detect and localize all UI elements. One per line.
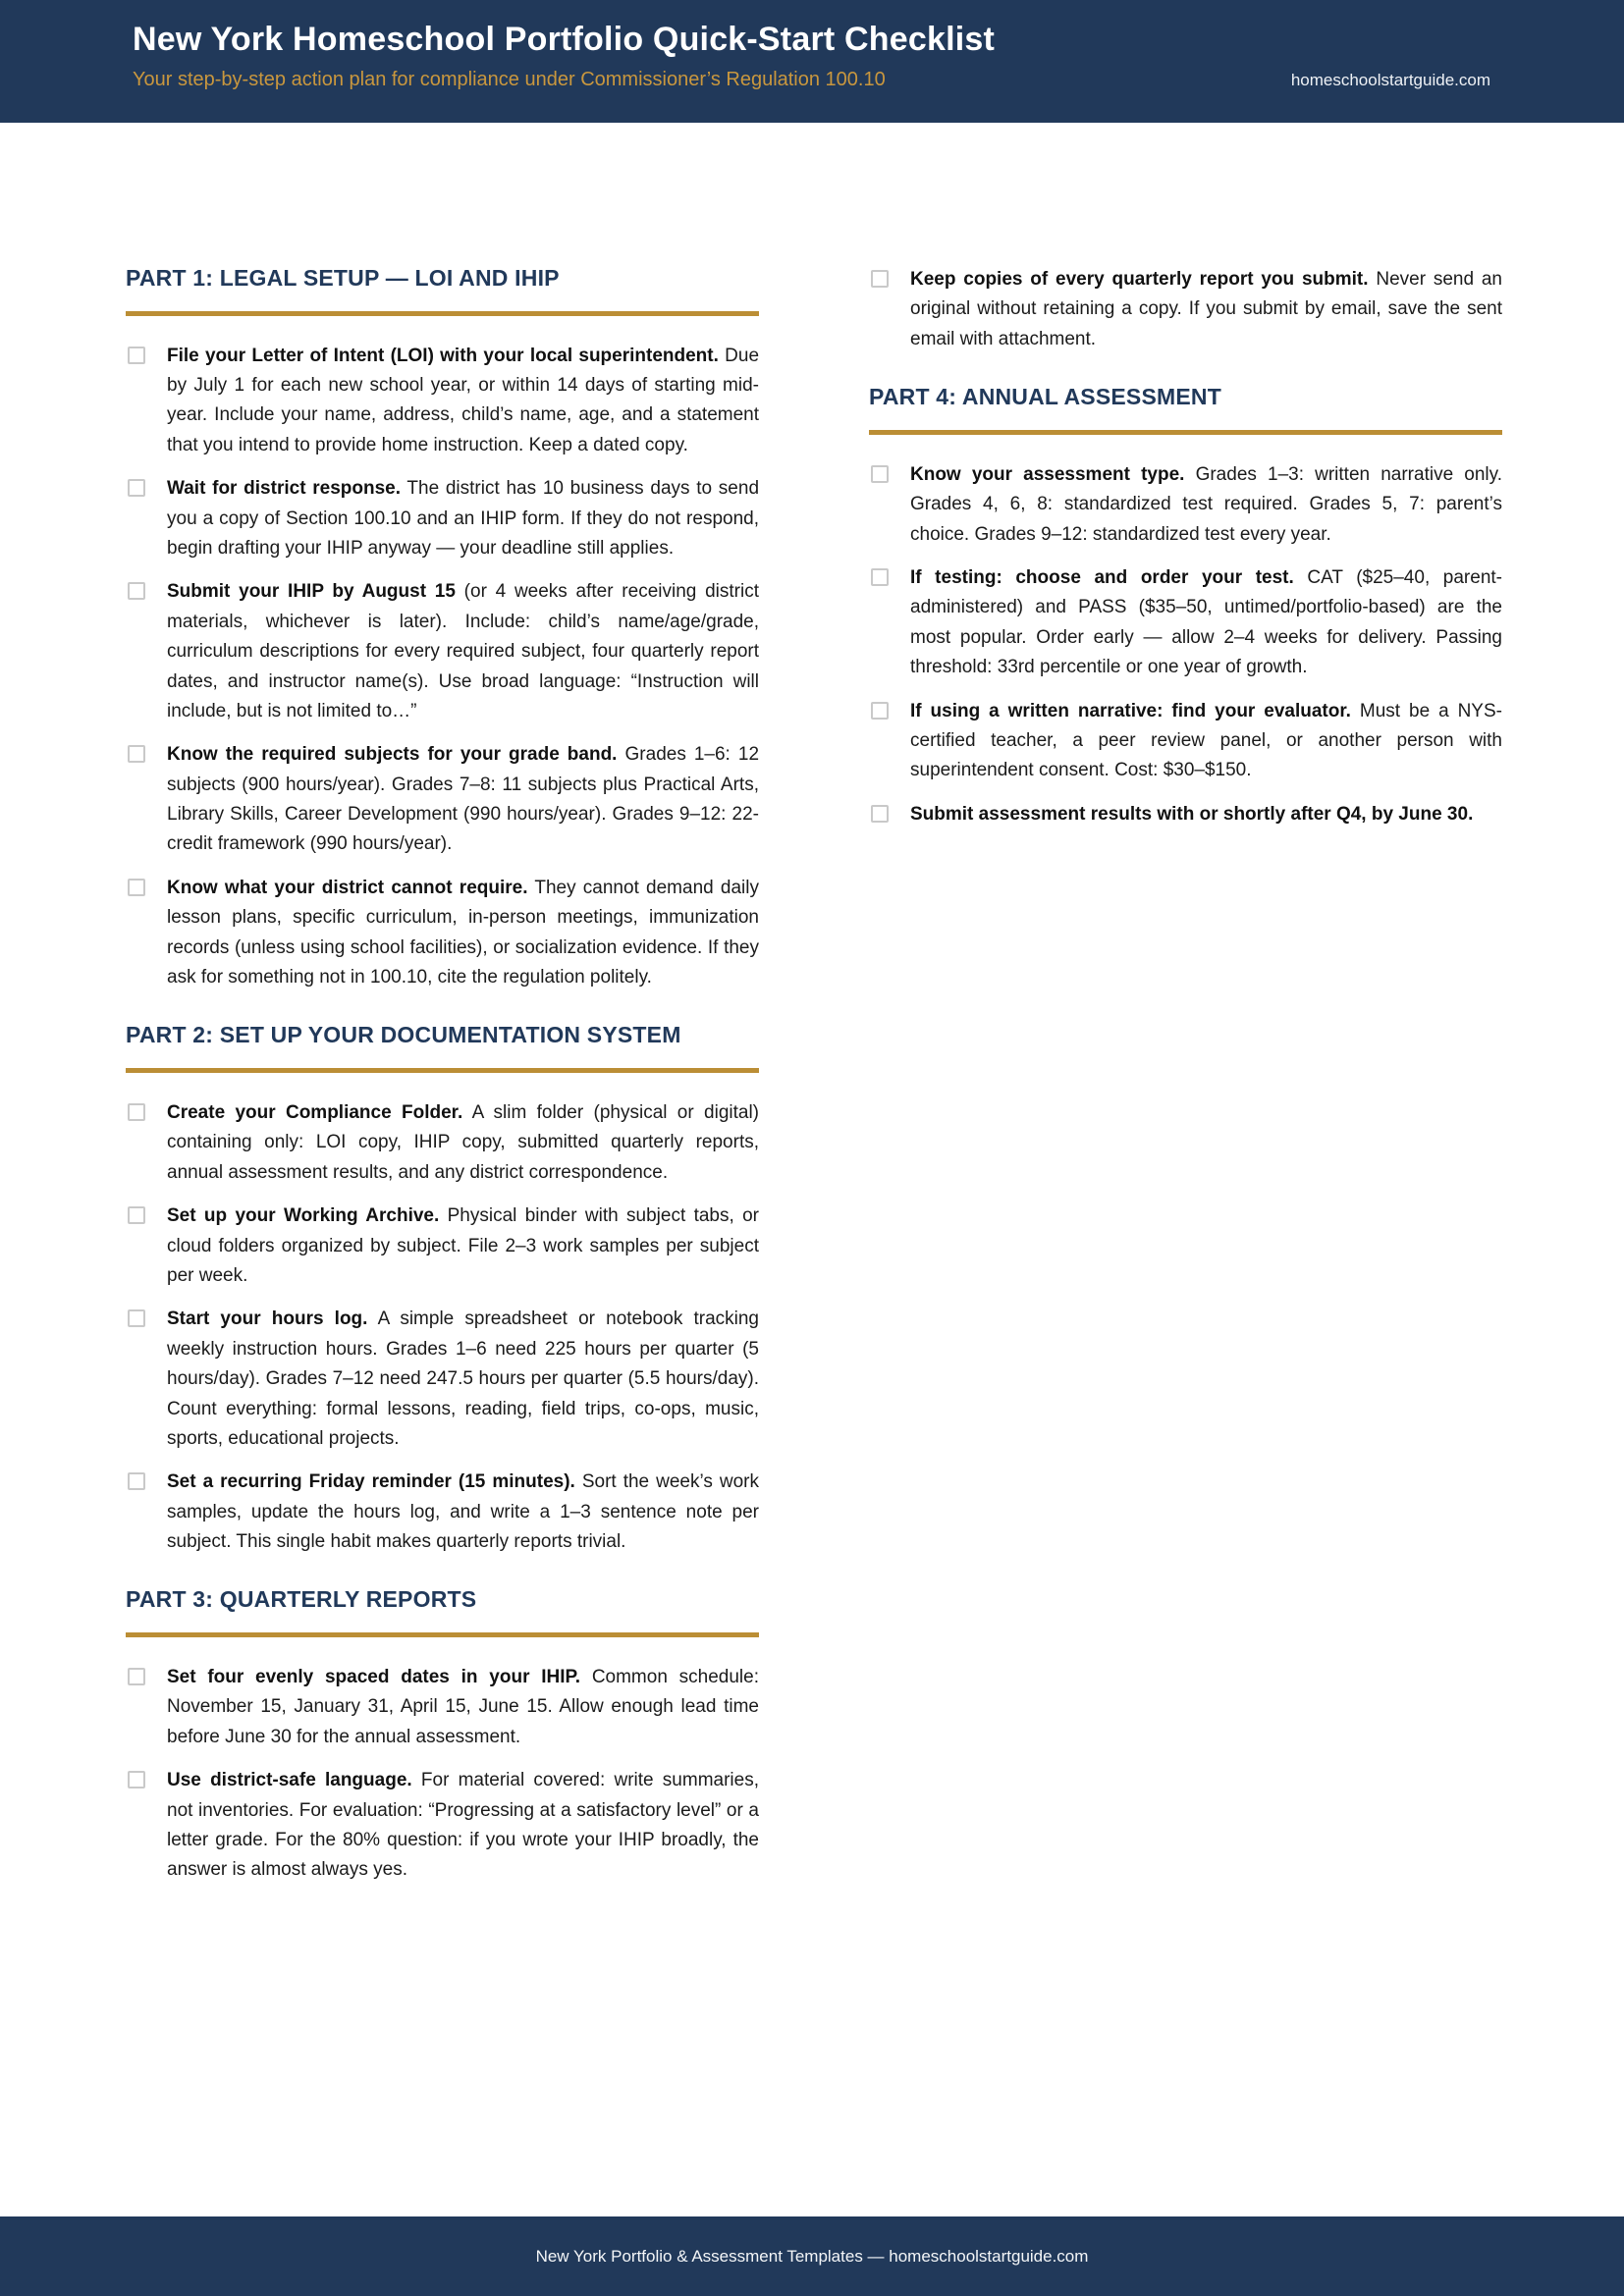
header-subtitle-row — [133, 69, 1490, 91]
item-text: Common schedule: November 15, January 31, April 15, June 15. Allow enough lead time before June 30 for the annual assessment. — [167, 1667, 759, 1747]
item-text: Must be a NYS-certified teacher, a peer review panel, or another person with superintendent consent. Cost: $30–$150. — [910, 700, 1502, 781]
checklist-item-district-cannot-require — [126, 874, 759, 993]
page-footer — [0, 2216, 1624, 2296]
item-text: Never send an original without retaining a copy. If you submit by email, save the sent email with attachment. — [910, 269, 1502, 349]
checklist-item-file-loi — [126, 342, 759, 461]
item-lead: Set four evenly spaced dates in your IHIP. — [167, 1667, 581, 1688]
unchecked-checkbox-icon — [128, 879, 145, 896]
part-1-heading: PART 1: LEGAL SETUP — LOI AND IHIP — [126, 265, 560, 291]
checklist-item-assessment-type — [869, 460, 1502, 550]
unchecked-checkbox-icon — [128, 347, 145, 364]
item-lead: Set a recurring Friday reminder (15 minutes). — [167, 1471, 575, 1493]
unchecked-checkbox-icon — [128, 1771, 145, 1789]
item-lead: Know the required subjects for your grade band. — [167, 744, 618, 766]
item-text: They cannot demand daily lesson plans, specific curriculum, in-person meetings, immunization records (unless using school facilities), or socialization evidence. If they ask for something not in 100.10, cite the regulation politely. — [167, 877, 759, 988]
unchecked-checkbox-icon — [128, 1668, 145, 1685]
item-lead: Know what your district cannot require. — [167, 877, 528, 898]
item-lead: File your Letter of Intent (LOI) with your local superintendent. — [167, 345, 719, 366]
page-header — [0, 0, 1624, 123]
gold-divider — [126, 1632, 759, 1637]
gold-divider — [869, 430, 1502, 435]
checklist-item-submit-results — [869, 800, 1502, 829]
item-text: CAT ($25–40, parent-administered) and PASS ($35–50, untimed/portfolio-based) are the most popular. Order early — allow 2–4 weeks for delivery. Passing threshold: 33rd percentile or one year of growth. — [910, 566, 1503, 678]
unchecked-checkbox-icon — [128, 1309, 145, 1327]
checklist-item-district-safe-language — [126, 1766, 759, 1886]
site-url: homeschoolstartguide.com — [1290, 71, 1490, 90]
unchecked-checkbox-icon — [128, 582, 145, 600]
checklist-item-friday-reminder — [126, 1468, 759, 1557]
item-lead: If testing: choose and order your test. — [910, 566, 1294, 588]
item-lead: Set up your Working Archive. — [167, 1205, 440, 1227]
unchecked-checkbox-icon — [871, 465, 889, 483]
unchecked-checkbox-icon — [871, 805, 889, 823]
item-text: A slim folder (physical or digital) containing only: LOI copy, IHIP copy, submitted quarterly reports, annual assessment results, and any district correspondence. — [167, 1102, 760, 1183]
item-text: Due by July 1 for each new school year, or within 14 days of starting mid-year. Include your name, address, child’s name, age, and a statement that you intend to provide home instruction. Keep a dated copy. — [167, 345, 760, 455]
item-lead: Create your Compliance Folder. — [167, 1102, 463, 1123]
checklist-item-compliance-folder — [126, 1098, 759, 1188]
checklist-item-find-evaluator — [869, 697, 1502, 786]
left-column — [126, 265, 759, 1899]
item-text: For material covered: write summaries, not inventories. For evaluation: “Progressing at a satisfactory level” or a letter grade. For the 80% question: if you wrote your IHIP broadly, the answer is almost always yes. — [167, 1770, 759, 1881]
item-text: Sort the week’s work samples, update the hours log, and write a 1–3 sentence note per subject. This single habit makes quarterly reports trivial. — [167, 1471, 759, 1553]
item-text: Grades 1–3: written narrative only. Grades 4, 6, 8: standardized test required. Grades 5, 7: parent’s choice. Grades 9–12: standardized test every year. — [910, 463, 1502, 545]
item-lead: If using a written narrative: find your evaluator. — [910, 700, 1351, 721]
item-text: A simple spreadsheet or notebook tracking weekly instruction hours. Grades 1–6 need 225 hours per quarter (5 hours/day). Grades 7–12 need 247.5 hours per quarter (5.5 hours/day). Count everything: formal lessons, reading, field trips, co-ops, music, sports, educational projects. — [167, 1308, 759, 1449]
checklist-item-wait-response — [126, 474, 759, 563]
unchecked-checkbox-icon — [128, 1472, 145, 1490]
checklist-item-working-archive — [126, 1201, 759, 1291]
unchecked-checkbox-icon — [871, 568, 889, 586]
item-text: Grades 1–6: 12 subjects (900 hours/year). Grades 7–8: 11 subjects plus Practical Arts, Library Skills, Career Development (990 hours/year). Grades 9–12: 22-credit framework (990 hours/year). — [167, 744, 760, 855]
part-3-heading: PART 3: QUARTERLY REPORTS — [126, 1586, 477, 1613]
content-area — [0, 123, 1624, 1899]
unchecked-checkbox-icon — [871, 702, 889, 720]
unchecked-checkbox-icon — [128, 1206, 145, 1224]
item-text: Physical binder with subject tabs, or cloud folders organized by subject. File 2–3 work samples per subject per week. — [167, 1205, 759, 1286]
item-lead: Use district-safe language. — [167, 1770, 412, 1791]
checklist-item-quarterly-dates — [126, 1663, 759, 1752]
gold-divider — [126, 1068, 759, 1073]
unchecked-checkbox-icon — [128, 1103, 145, 1121]
item-lead: Know your assessment type. — [910, 463, 1185, 485]
page-subtitle: Your step-by-step action plan for compliance under Commissioner’s Regulation 100.10 — [133, 69, 886, 91]
unchecked-checkbox-icon — [871, 270, 889, 288]
item-text: The district has 10 business days to send you a copy of Section 100.10 and an IHIP form. If they do not respond, begin drafting your IHIP anyway — your deadline still applies. — [167, 478, 760, 559]
checklist-item-submit-ihip — [126, 577, 759, 726]
item-lead: Wait for district response. — [167, 478, 401, 500]
gold-divider — [126, 311, 759, 316]
part-2-heading: PART 2: SET UP YOUR DOCUMENTATION SYSTEM — [126, 1022, 681, 1048]
part-4-heading: PART 4: ANNUAL ASSESSMENT — [869, 384, 1221, 410]
right-column — [869, 265, 1502, 1899]
footer-text: New York Portfolio & Assessment Templates — homeschoolstartguide.com — [535, 2246, 1089, 2266]
checklist-item-keep-copies — [869, 265, 1502, 354]
checklist-item-required-subjects — [126, 740, 759, 860]
unchecked-checkbox-icon — [128, 745, 145, 763]
item-lead: Submit your IHIP by August 15 — [167, 581, 456, 603]
item-lead: Submit assessment results with or shortly after Q4, by June 30. — [910, 803, 1474, 825]
item-lead: Start your hours log. — [167, 1308, 368, 1330]
unchecked-checkbox-icon — [128, 479, 145, 497]
checklist-item-hours-log — [126, 1305, 759, 1454]
item-text: (or 4 weeks after receiving district materials, whichever is later). Include: child’s name/age/grade, curriculum descriptions for every required subject, four quarterly report dates, and instructor name(s). Use broad language: “Instruction will include, but is not limited to…” — [167, 581, 759, 721]
checklist-item-order-test — [869, 563, 1502, 683]
page-title: New York Homeschool Portfolio Quick-Start Checklist — [133, 21, 996, 58]
item-lead: Keep copies of every quarterly report you submit. — [910, 269, 1369, 290]
